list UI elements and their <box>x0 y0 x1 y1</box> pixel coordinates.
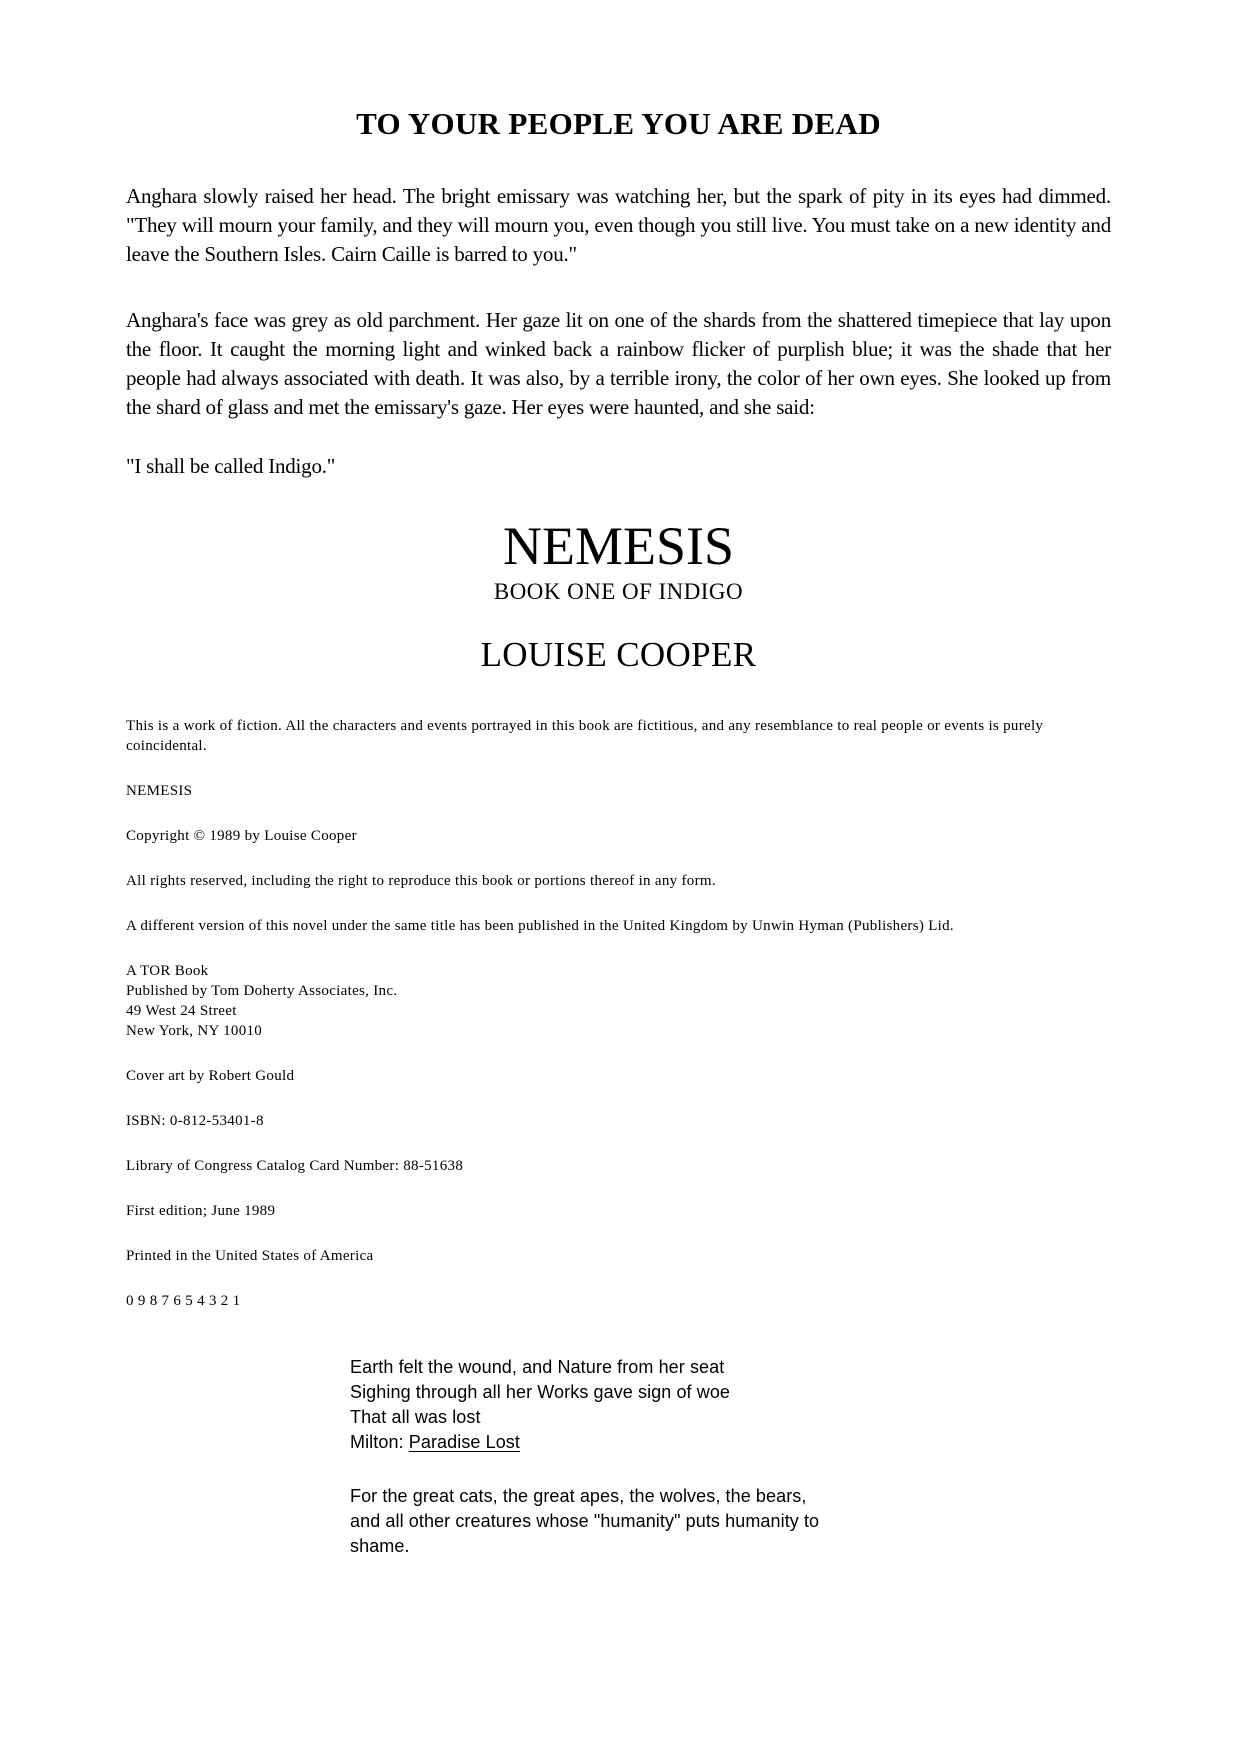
body-paragraph-1: Anghara slowly raised her head. The bright emissary was watching her, but the spark of pity in its eyes had dimmed. "They will mourn your family, and they will mourn you, even though you still live. You must take on a new identity and leave the Southern Isles. Cairn Caille is barred to you." <box>126 184 1111 266</box>
page-content <box>126 0 1111 1559</box>
copyright-notice: Copyright © 1989 by Louise Cooper <box>126 828 357 844</box>
copyright-book-title: NEMESIS <box>126 783 193 799</box>
epigraph-verse-line-1: Earth felt the wound, and Nature from her seat <box>350 1357 725 1377</box>
chapter-heading: TO YOUR PEOPLE YOU ARE DEAD <box>356 106 881 141</box>
isbn-line: ISBN: 0-812-53401-8 <box>126 1113 264 1129</box>
epigraph-section <box>350 1355 1111 1559</box>
rights-statement: All rights reserved, including the right to reproduce this book or portions thereof in any form. <box>126 873 716 889</box>
book-title: NEMESIS <box>502 516 735 576</box>
publisher-line-1: A TOR Book <box>126 963 209 979</box>
cover-art-credit: Cover art by Robert Gould <box>126 1068 295 1084</box>
book-author: LOUISE COOPER <box>480 635 757 674</box>
printed-line: Printed in the United States of America <box>126 1248 374 1264</box>
dedication-line-3: shame. <box>350 1536 410 1556</box>
dedication-line-1: For the great cats, the great apes, the wolves, the bears, <box>350 1486 807 1506</box>
body-paragraph-2: Anghara's face was grey as old parchment. Her gaze lit on one of the shards from the shattered timepiece that lay upon the floor. It caught the morning light and winked back a rainbow flicker of purplish blue; it was the shade that her people had always associated with death. It was also, by a terrible irony, the color of her own eyes. She looked up from the shard of glass and met the emissary's gaze. Her eyes were haunted, and she said: <box>126 308 1111 419</box>
uk-edition-note: A different version of this novel under the same title has been published in the United Kingdom by Unwin Hyman (Publishers) Lid. <box>126 918 954 934</box>
publisher-line-3: 49 West 24 Street <box>126 1003 237 1019</box>
epigraph-verse-line-2: Sighing through all her Works gave sign of woe <box>350 1382 731 1402</box>
dedication <box>350 1484 1111 1559</box>
edition-line: First edition; June 1989 <box>126 1203 276 1219</box>
dedication-line-2: and all other creatures whose "humanity" puts humanity to <box>350 1511 820 1531</box>
printing-numbers: 0 9 8 7 6 5 4 3 2 1 <box>126 1293 241 1309</box>
body-paragraph-quote: "I shall be called Indigo." <box>126 454 336 478</box>
epigraph-verse-line-3: That all was lost <box>350 1407 481 1427</box>
epigraph-attribution <box>350 1430 1111 1455</box>
publisher-line-4: New York, NY 10010 <box>126 1023 263 1039</box>
book-subtitle: BOOK ONE OF INDIGO <box>493 579 744 604</box>
fiction-disclaimer: This is a work of fiction. All the characters and events portrayed in this book are fictitious, and any resemblance to real people or events is purely coincidental. <box>126 718 1044 754</box>
attribution-work-title: Paradise Lost <box>408 1432 520 1452</box>
library-of-congress-line: Library of Congress Catalog Card Number: 88-51638 <box>126 1158 464 1174</box>
publisher-line-2: Published by Tom Doherty Associates, Inc. <box>126 983 398 999</box>
copyright-section <box>126 716 1111 1311</box>
attribution-author: Milton: <box>350 1432 409 1452</box>
